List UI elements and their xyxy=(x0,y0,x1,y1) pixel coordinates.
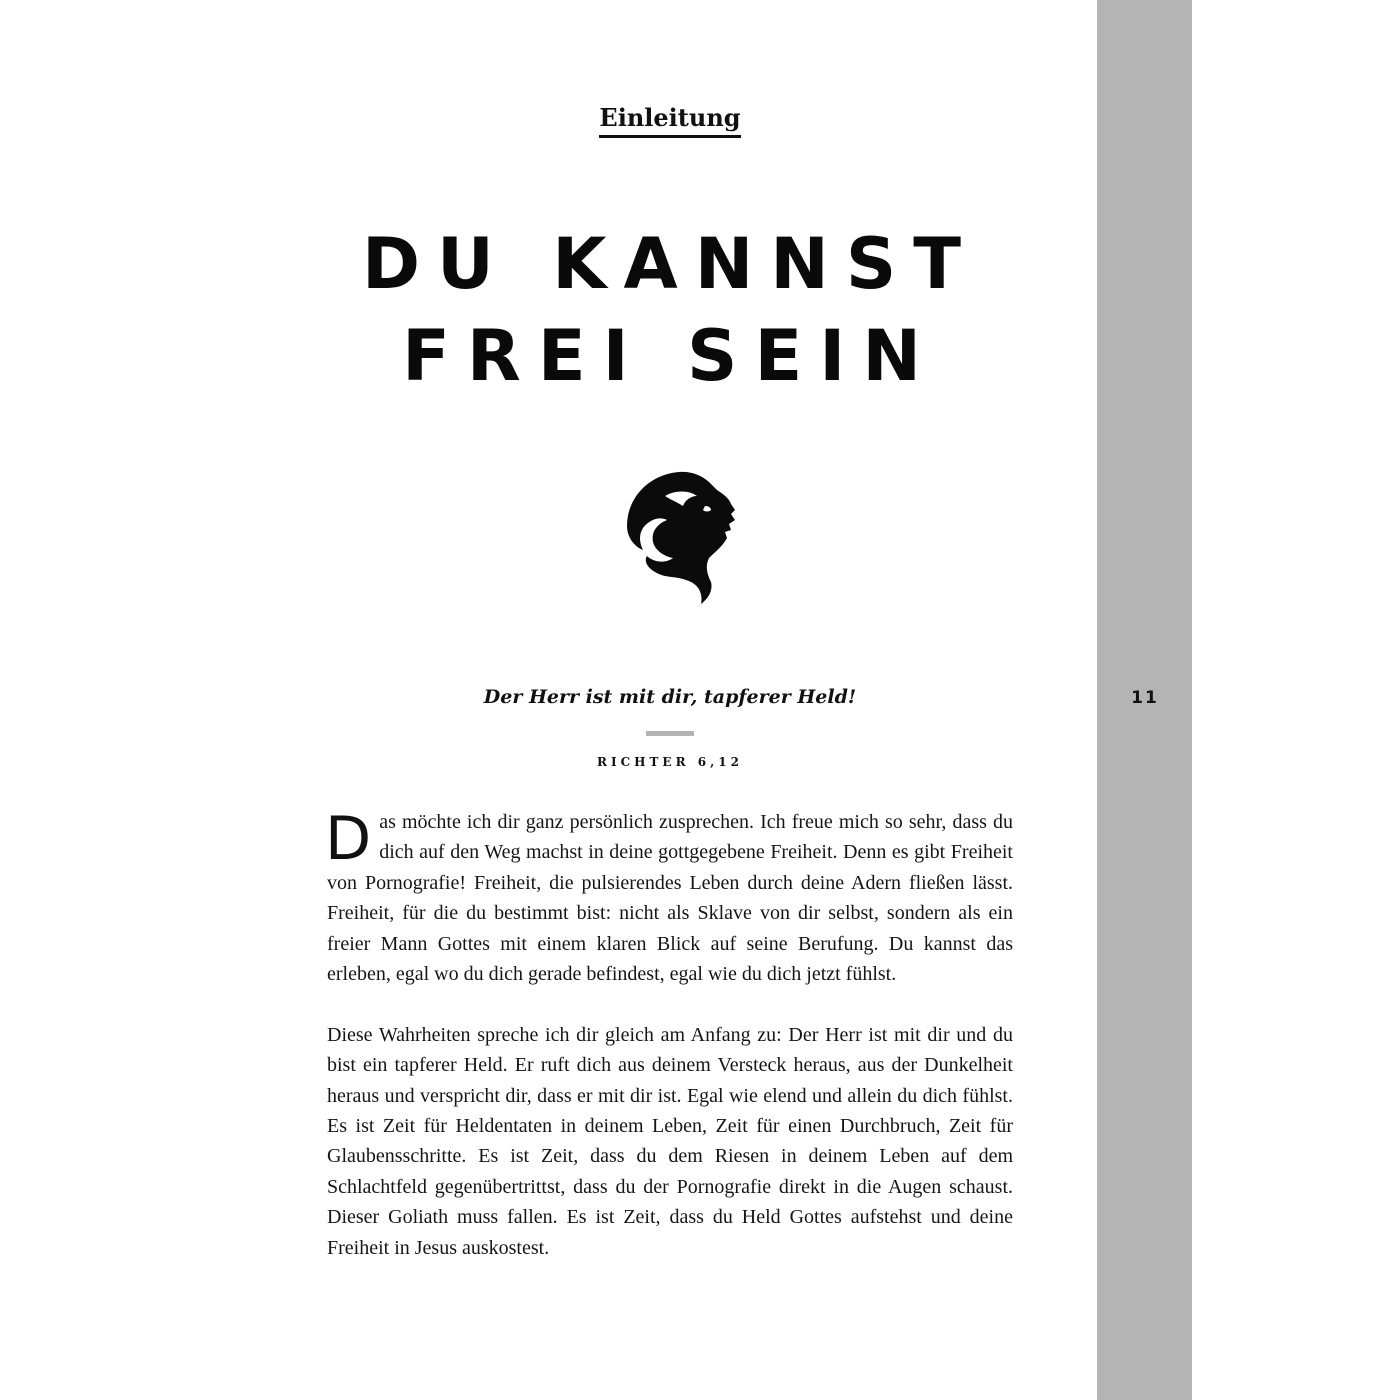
drop-cap: D xyxy=(325,804,372,874)
body-text xyxy=(325,804,1013,1293)
lion-head-icon xyxy=(613,466,743,606)
chapter-title-line-2: FREI SEIN xyxy=(402,315,938,397)
page-number: 11 xyxy=(1131,688,1159,708)
section-label-text: Einleitung xyxy=(599,103,740,138)
verse-reference: RICHTER 6,12 xyxy=(597,755,743,769)
paragraph-2: Diese Wahrheiten spreche ich dir gleich am Anfang zu: Der Herr ist mit dir und du bist ein tapferer Held. Er ruft dich aus deinem Versteck heraus, aus der Dunkelheit heraus und verspricht dir, dass er mit dir ist. Egal wie elend und allein du dich fühlst. Es ist Zeit für Heldentaten in deinem Leben, Zeit für einen Durchbruch, Zeit für Glaubensschritte. Es ist Zeit, dass du dem Riesen in deinem Leben auf dem Schlachtfeld gegenübertrittst, dass du der Pornografie direkt in die Augen schaust. Dieser Goliath muss fallen. Es ist Zeit, dass du Held Gottes aufstehst und deine Freiheit in Jesus auskostest. xyxy=(327,1023,1013,1259)
verse-divider xyxy=(646,731,694,736)
verse-quote: Der Herr ist mit dir, tapferer Held! xyxy=(483,686,857,708)
paragraph-1 xyxy=(325,804,1013,989)
paragraph-1-text: as möchte ich dir ganz persönlich zusprechen. Ich freue mich so sehr, dass du dich auf den Weg machst in deine gottgegebene Freiheit. Denn es gibt Freiheit von Pornografie! Freiheit, die pulsierendes Leben durch deine Adern fließen lässt. Freiheit, für die du bestimmt bist: nicht als Sklave von dir selbst, sondern als ein freier Mann Gottes mit einem klaren Blick auf seine Berufung. Du kannst das erleben, egal wo du dich gerade befindest, egal wie du dich jetzt fühlst. xyxy=(327,811,1013,986)
chapter-title-line-1: DU KANNST xyxy=(361,223,979,305)
